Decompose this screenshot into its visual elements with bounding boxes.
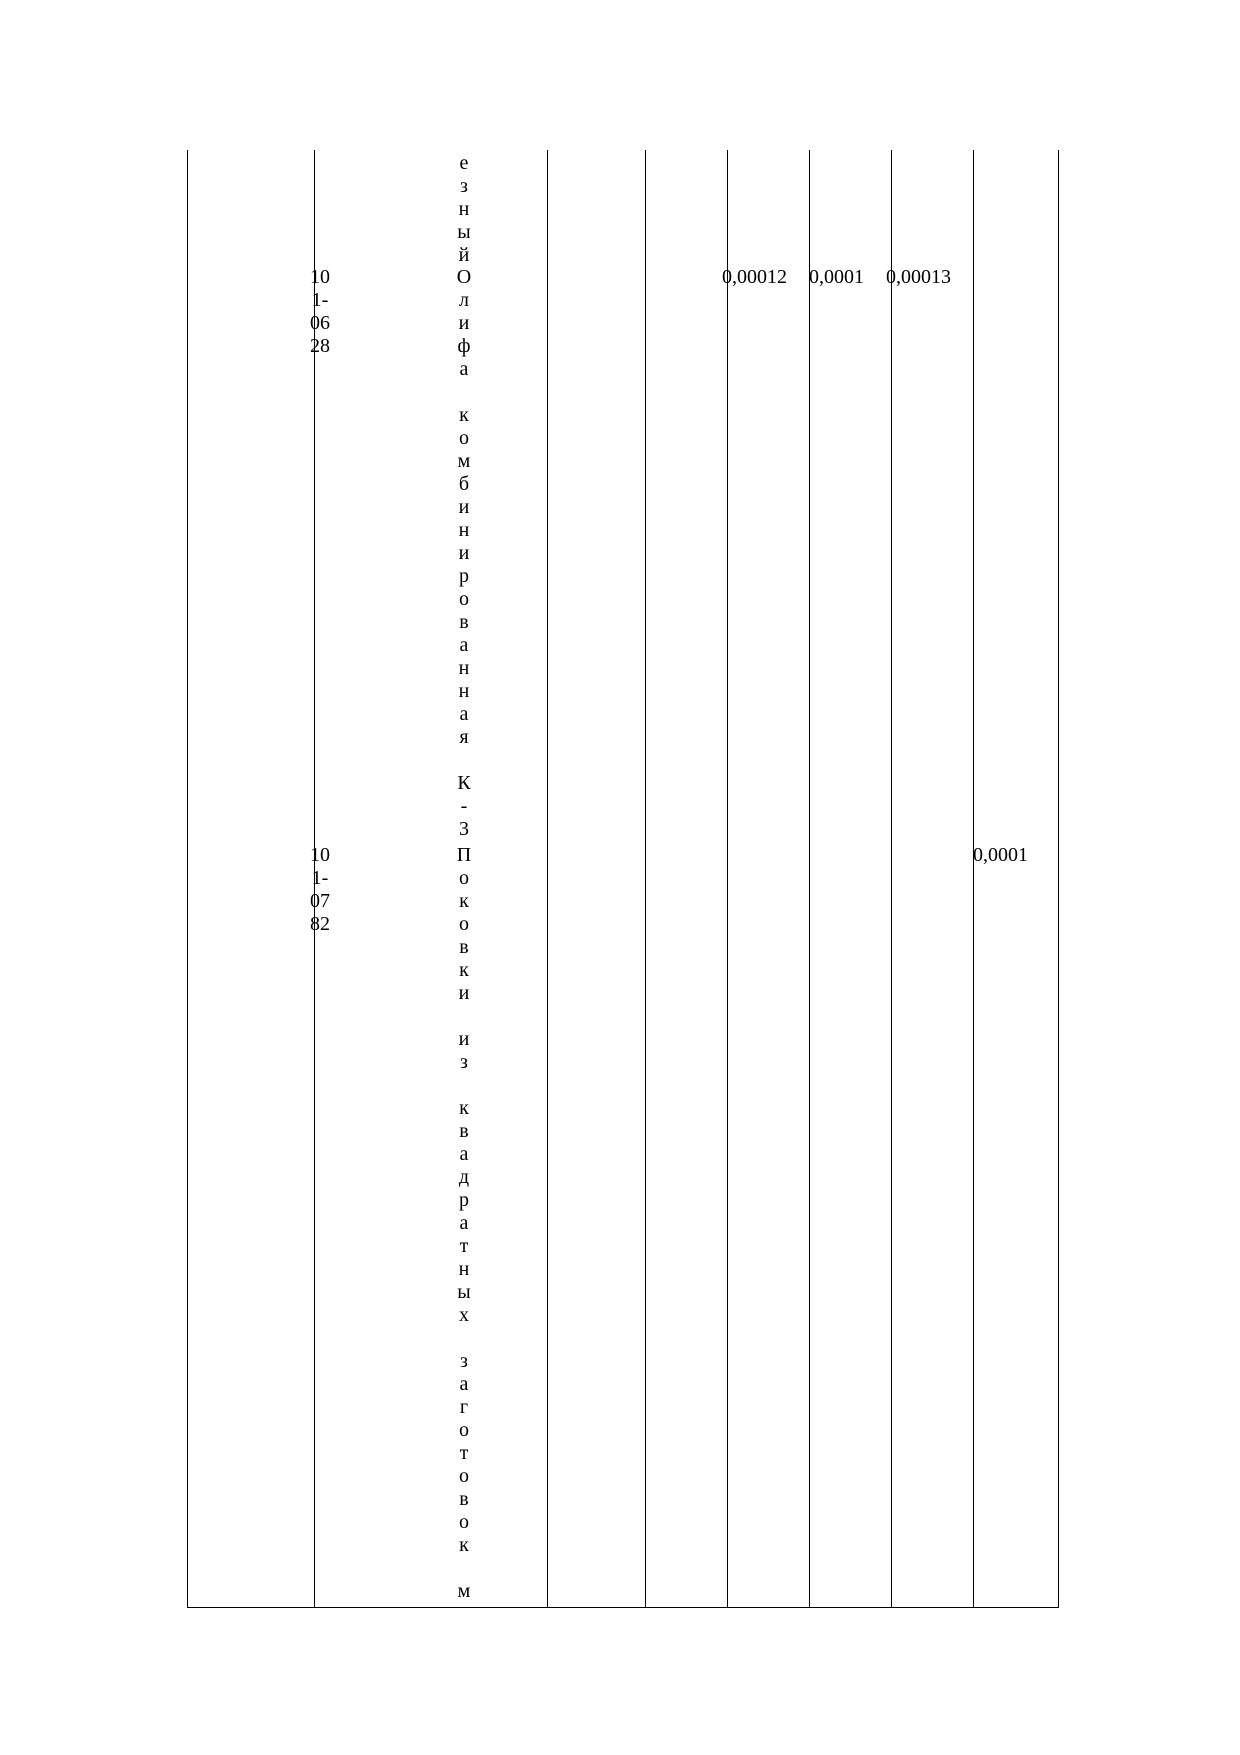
value-cell: 0,0001 [973, 844, 1028, 866]
column-divider [547, 150, 548, 1608]
table-border-bottom [187, 1607, 1059, 1608]
column-divider [645, 150, 646, 1608]
resource-code: 10 1- 07 82 [310, 844, 330, 935]
resource-code: 10 1- 06 28 [310, 266, 330, 357]
table-border-left [187, 150, 188, 1608]
value-cell: 0,0001 [809, 266, 864, 288]
material-name-continuation: е з н ы й [457, 152, 471, 266]
material-name: П о к о в к и и з к в а д р а т н ы х з а г о т о в о к м [456, 844, 472, 1602]
value-cell: 0,00013 [886, 266, 951, 288]
column-divider [809, 150, 810, 1608]
table-border-right [1058, 150, 1059, 1608]
value-cell: 0,00012 [722, 266, 787, 288]
column-divider [973, 150, 974, 1608]
material-name: О л и ф а к о м б и н и р о в а н н а я К - 3 [456, 266, 472, 840]
column-divider [891, 150, 892, 1608]
column-divider [727, 150, 728, 1608]
